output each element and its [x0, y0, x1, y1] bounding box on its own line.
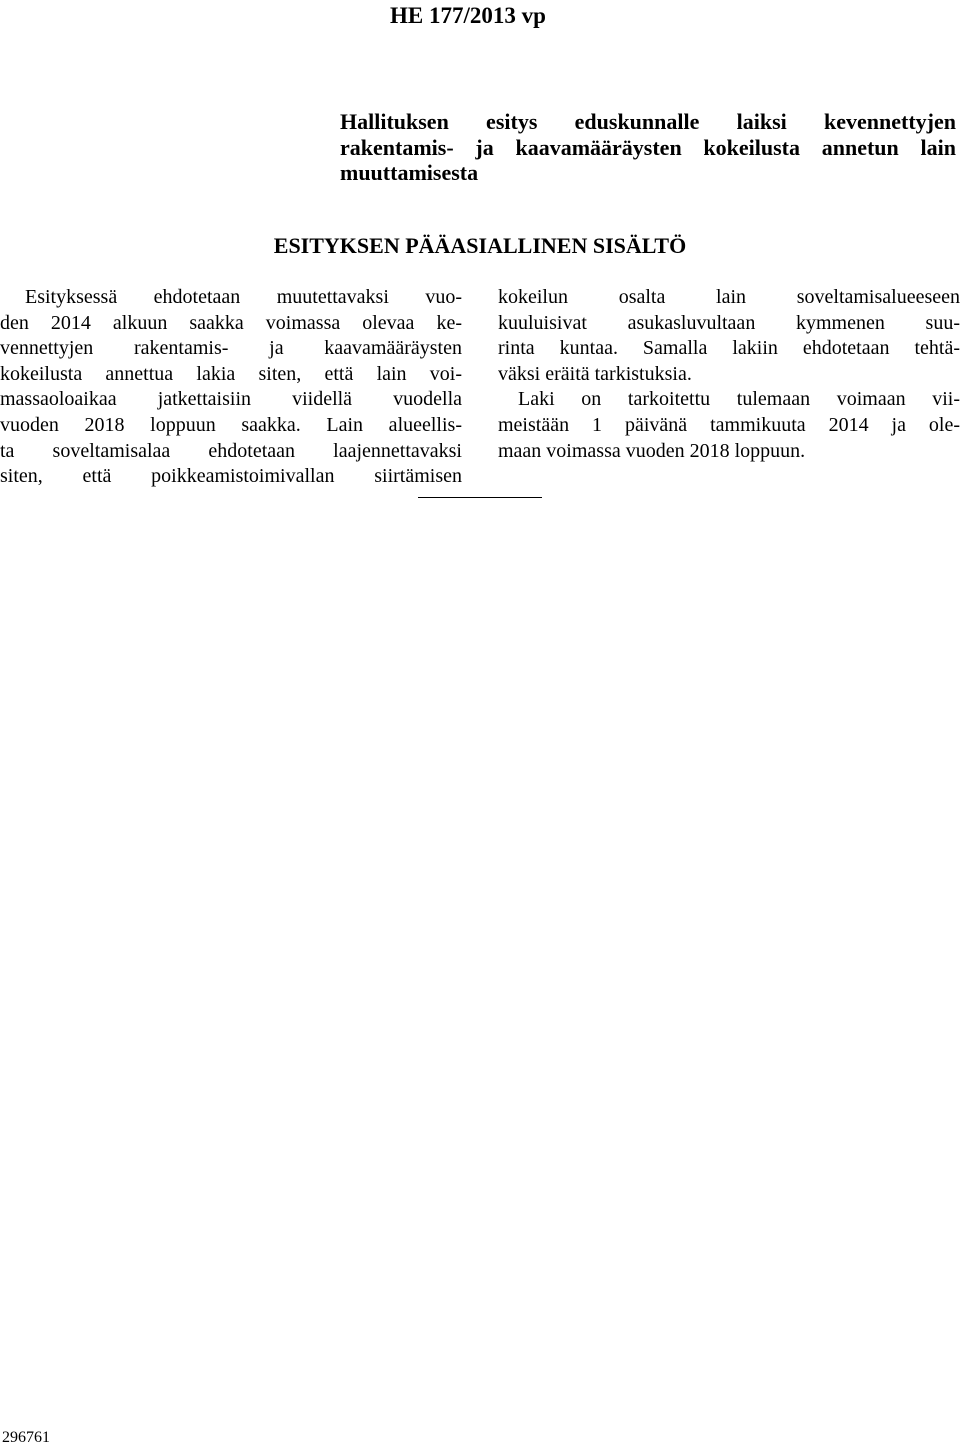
body-line: den 2014 alkuun saakka voimassa olevaa ke-	[0, 311, 462, 334]
body-line: rinta kuntaa. Samalla lakiin ehdotetaan tehtä-	[498, 337, 960, 360]
page-number: 296761	[2, 1429, 50, 1446]
body-line: kokeilun osalta lain soveltamisalueeseen	[498, 286, 960, 308]
body-line: siten, että poikkeamistoimivallan siirtämisen	[0, 465, 462, 488]
body-line: vennettyjen rakentamis- ja kaavamääräysten	[0, 337, 462, 360]
body-line: ta soveltamisalaa ehdotetaan laajennettavaksi	[0, 439, 462, 462]
body-line: vuoden 2018 loppuun saakka. Lain alueellis-	[0, 413, 462, 436]
body-line: kokeilusta annettua lakia siten, että lain voi-	[0, 362, 462, 385]
body-line: meistään 1 päivänä tammikuuta 2014 ja ole-	[498, 413, 960, 436]
title-line: muuttamisesta	[340, 160, 479, 185]
section-heading: ESITYKSEN PÄÄASIALLINEN SISÄLTÖ	[273, 233, 687, 258]
body-column-left	[0, 285, 462, 490]
body-line: Esityksessä ehdotetaan muutettavaksi vuo-	[25, 286, 462, 308]
document-title	[340, 109, 956, 186]
section-separator	[418, 497, 542, 498]
title-line: Hallituksen esitys eduskunnalle laiksi kevennettyjen	[340, 109, 956, 134]
body-line: maan voimassa vuoden 2018 loppuun.	[498, 439, 806, 462]
body-line: Laki on tarkoitettu tulemaan voimaan vii-	[518, 388, 960, 411]
document-id: HE 177/2013 vp	[390, 3, 546, 28]
title-line: rakentamis- ja kaavamääräysten kokeilusta annetun lain	[340, 134, 956, 160]
body-line: väksi eräitä tarkistuksia.	[498, 362, 692, 385]
body-column-right	[498, 285, 960, 464]
body-line: massaoloaikaa jatkettaisiin viidellä vuodella	[0, 388, 462, 411]
body-line: kuuluisivat asukasluvultaan kymmenen suu-	[498, 311, 960, 334]
